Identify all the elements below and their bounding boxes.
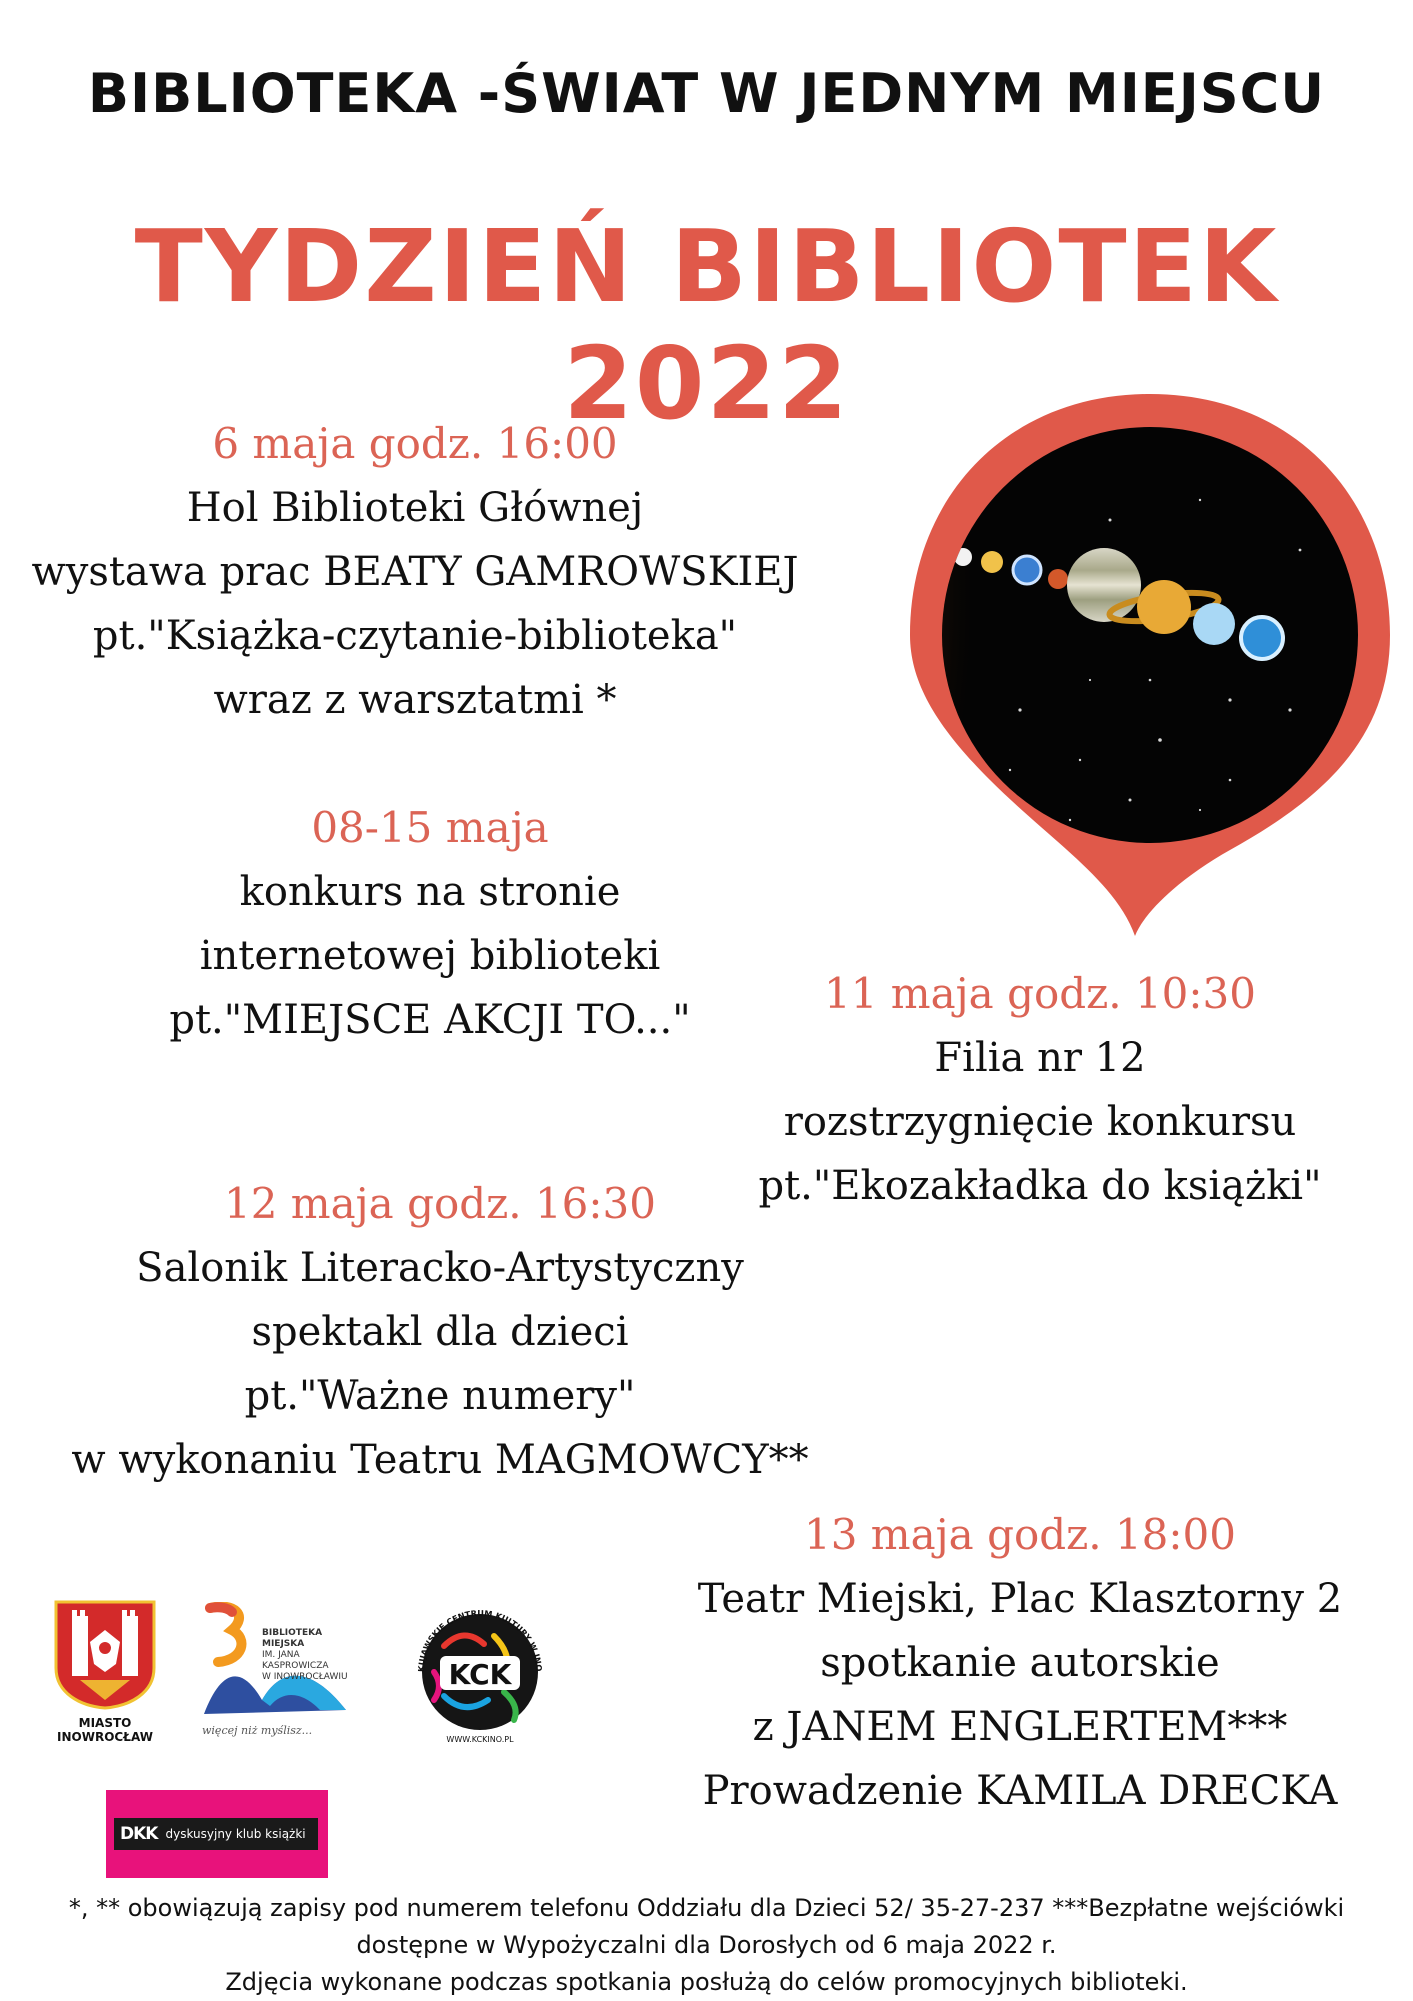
event-line: z JANEM ENGLERTEM*** (752, 1704, 1288, 1750)
uranus-icon (1193, 603, 1235, 645)
event-date: 13 maja godz. 18:00 (804, 1510, 1236, 1559)
dkk-logo-name: dyskusyjny klub książki (165, 1827, 306, 1841)
library-logo-line2: IM. JANA KASPROWICZA (262, 1650, 329, 1671)
event-line: rozstrzygnięcie konkursu (783, 1099, 1297, 1145)
event-line: wraz z warsztatmi * (213, 677, 617, 723)
jupiter-icon (1067, 548, 1141, 622)
coat-of-arms-icon (50, 1598, 160, 1710)
city-logo-line2: INOWROCŁAW (57, 1730, 153, 1744)
kck-logo-letters: KCK (448, 1658, 512, 1691)
event-line: Prowadzenie KAMILA DRECKA (702, 1768, 1338, 1814)
kck-logo-ring-text: KUJAWSKIE CENTRUM KULTURY W INO (415, 1607, 545, 1673)
footer-line-2: dostępne w Wypożyczalni dla Dorosłych od 6 maja 2022 r. (356, 1931, 1057, 1959)
event-line: w wykonaniu Teatru MAGMOWCY** (71, 1437, 809, 1483)
event-line: wystawa prac BEATY GAMROWSKIEJ (31, 549, 799, 595)
event-line: Salonik Literacko-Artystyczny (136, 1245, 744, 1291)
event-date: 11 maja godz. 10:30 (824, 969, 1256, 1018)
event-line: Filia nr 12 (934, 1035, 1146, 1081)
poster-title: TYDZIEŃ BIBLIOTEK 2022 (134, 208, 1279, 442)
poster-supertitle: BIBLIOTEKA -ŚWIAT W JEDNYM MIEJSCU (87, 62, 1326, 125)
event-line: pt."Ważne numery" (244, 1373, 636, 1419)
event-line: konkurs na stronie (239, 869, 621, 915)
earth-icon (1013, 556, 1041, 584)
event-5 (630, 1503, 1410, 1823)
event-date: 12 maja godz. 16:30 (224, 1179, 656, 1228)
kck-logo (404, 1596, 556, 1748)
event-date: 6 maja godz. 16:00 (212, 419, 618, 468)
event-line: spotkanie autorskie (820, 1640, 1220, 1686)
mars-icon (1048, 569, 1068, 589)
library-logo-line3: W INOWROCŁAWIU (262, 1672, 348, 1682)
library-logo-motto: więcej niż myślisz... (202, 1724, 313, 1737)
footer-line-1: *, ** obowiązują zapisy pod numerem telefonu Oddziału dla Dzieci 52/ 35-27-237 ***Bezpłatne wejściówki (68, 1894, 1345, 1922)
footer-line-3: Zdjęcia wykonane podczas spotkania posłużą do celów promocyjnych biblioteki. (225, 1968, 1188, 1996)
library-logo (200, 1602, 360, 1752)
event-4 (0, 1172, 880, 1492)
kck-logo-url: WWW.KCKINO.PL (446, 1735, 514, 1744)
neptune-icon (1241, 617, 1283, 659)
venus-icon (981, 551, 1003, 573)
city-logo-line1: MIASTO (78, 1716, 132, 1730)
dkk-logo (106, 1790, 328, 1878)
city-logo (50, 1598, 160, 1748)
event-line: Teatr Miejski, Plac Klasztorny 2 (697, 1576, 1343, 1622)
event-line: spektakl dla dzieci (251, 1309, 629, 1355)
event-line: internetowej biblioteki (199, 933, 661, 979)
event-1 (0, 412, 830, 732)
dkk-logo-abbr: DKK (120, 1824, 158, 1844)
library-logo-line1: BIBLIOTEKA MIEJSKA (262, 1628, 323, 1649)
event-date: 08-15 maja (311, 803, 549, 852)
event-line: pt."Ekozakładka do książki" (758, 1163, 1322, 1209)
event-line: pt."Książka-czytanie-biblioteka" (92, 613, 738, 659)
footer-notes (0, 1890, 1413, 2001)
location-pin-solar-system-image (900, 380, 1400, 940)
event-line: pt."MIEJSCE AKCJI TO..." (169, 997, 691, 1043)
event-line: Hol Biblioteki Głównej (186, 485, 644, 531)
